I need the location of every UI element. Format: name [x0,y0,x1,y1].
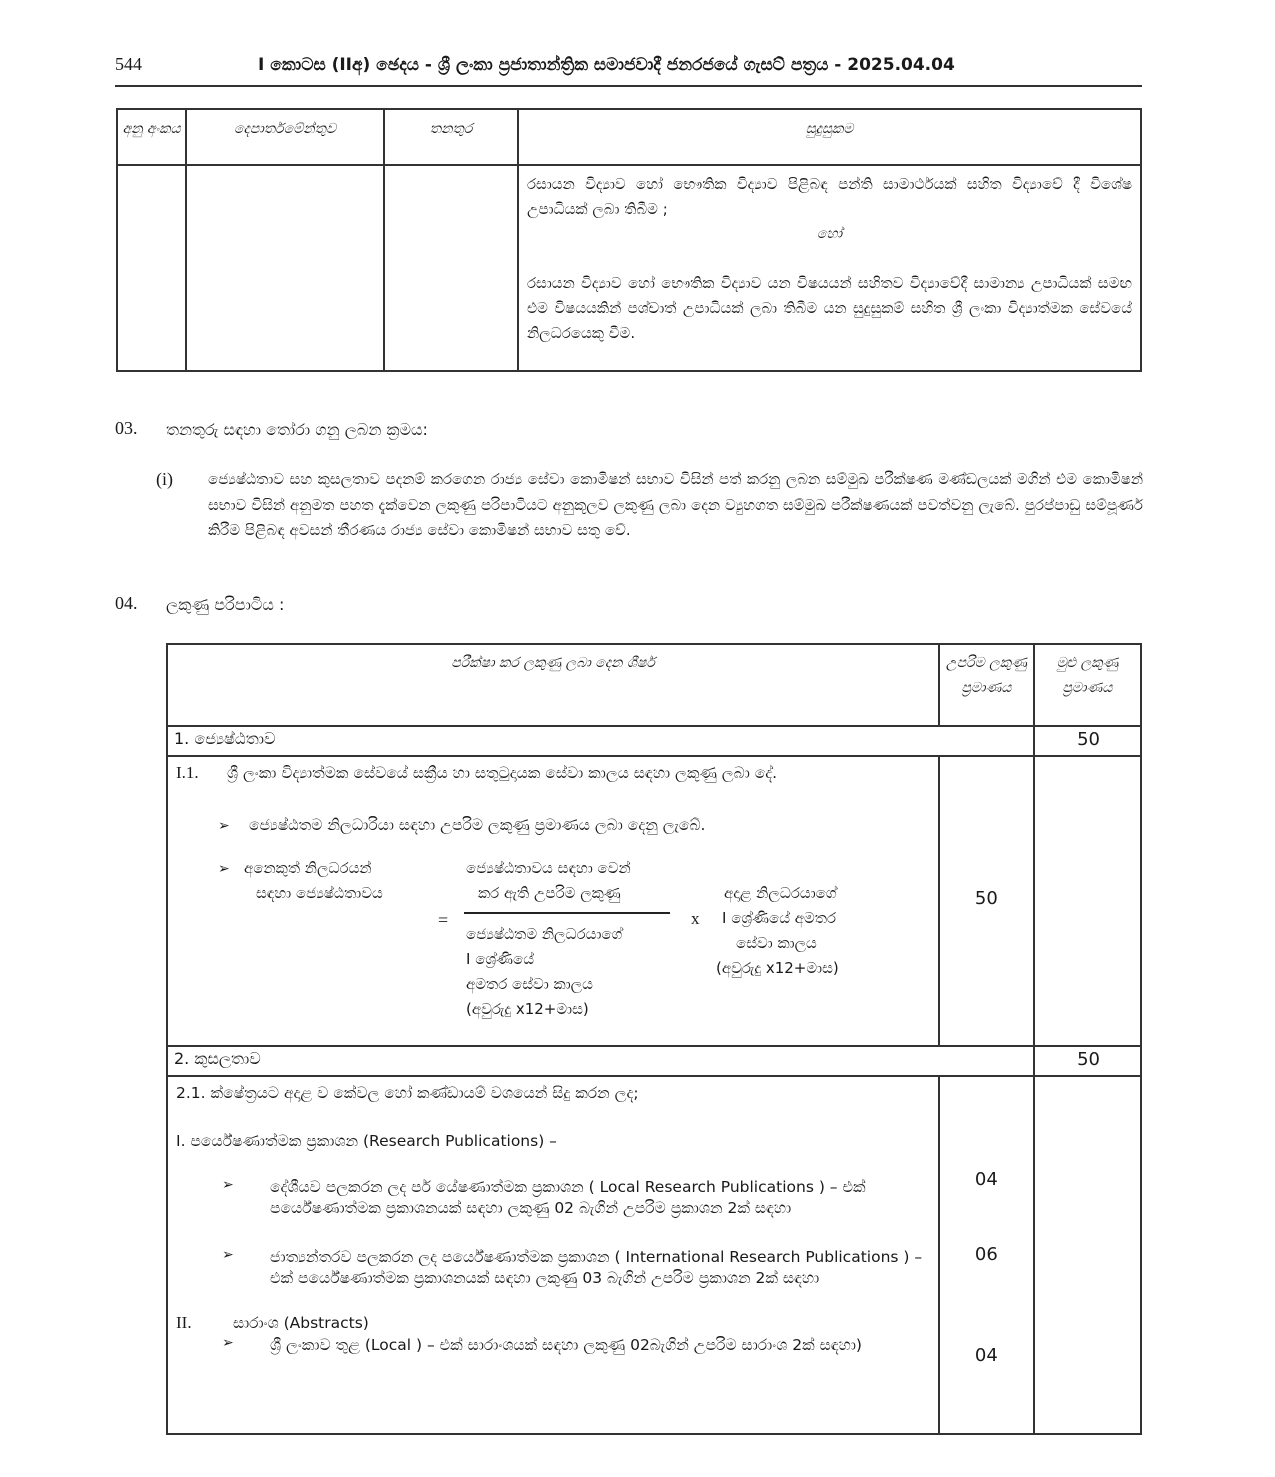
running-title: I කොටස (IIඅ) ඡෙදය - ශ්‍රී ලංකා ප්‍රජාතාන්ත්‍රික සමාජවාදී ජනරජයේ ගැසට් පත්‍රය - 2025.04.04 [258,55,955,75]
formula-equals: = [438,910,449,930]
merit-sub-text: 2.1. ක්ෂේත්‍රයට අදාළ ව කේවල හෝ කණ්ඩායම් වශයෙන් සිදු කරන ලද; [176,1084,639,1102]
international-publications-item [176,1247,930,1289]
international-publications-text: ජාත්‍යන්තරව පලකරන ලද පර්යේෂණාත්මක ප්‍රකාශන ( International Research Publications ) – එක් පර්යේෂණාත්මක ප්‍රකාශනයක් සඳහා ලකුණු 03 බැගින් උපරිම ප්‍රකාශන 2ක් සඳහා [270,1248,923,1287]
header-serial-no: අනු අංකය [117,109,186,165]
category-label: 2. කුසලතාව [167,1046,1034,1076]
formula-rhs-2: I ශ්‍රේණියේ අමතර [722,909,837,927]
header-department: දෙපාර්තමේන්තුව [186,109,384,165]
header-qualification: සුදුසුකම [518,109,1141,165]
international-publications-max: 06 [974,1244,998,1265]
header-total-marks: මුළු ලකුණු ප්‍රමාණය [1034,644,1141,726]
qualification-or: හෝ [816,226,843,242]
bullet-arrow-icon: ➢ [218,861,230,877]
fraction-line [464,912,670,914]
formula-rhs-1: අදාළ නිලධරයාගේ [724,884,837,902]
abstracts-number: II. [176,1313,192,1332]
formula-lhs-2: සඳහා ජ්‍යෙෂ්ඨතාවය [256,884,383,902]
seniority-total-cell [1034,756,1141,1046]
formula-lhs-1: අනෙකුත් නිලධරයන් [244,859,372,877]
formula-rhs-4: (අවුරුදු x12+මාස) [716,959,839,977]
sub-item-text: ශ්‍රී ලංකා විද්‍යාත්මක සේවයේ සක්‍රීය හා සතුටුදායක සේවා කාලය සඳහා ලකුණු ලබා දේ. [226,764,778,782]
formula-numerator-1: ජ්‍යෙෂ්ඨතාවය සඳහා වෙන් [466,859,631,877]
bullet-arrow-icon: ➢ [218,818,230,834]
abstracts-item [176,1335,930,1356]
section-04-title: ලකුණු පරිපාටිය : [166,595,285,614]
merit-criteria-cell [167,1076,939,1434]
publications-heading: I. පර්යේෂණාත්මක ප්‍රකාශන (Research Publications) – [176,1132,557,1150]
category-row-merit [167,1046,1141,1076]
qualification-para-2: රසායන විද්‍යාව හෝ භෞතික විද්‍යාව යන විෂයයන් සහිතව විද්‍යාවේදී සාමාන්‍ය උපාධියක් සමඟ එම විෂයයකින් පශ්චාත් උපාධියක් ලබා තිබීම යන සුදුසුකම් සහිත ශ්‍රී ලංකා විද්‍යාත්මක සේවයේ නිලධරයෙකු වීම. [527,274,1132,342]
local-publications-text: දේශීයව පලකරන ලද පර් යේෂණාත්මක ප්‍රකාශන ( Local Research Publications ) – එක් පර්යේෂණාත්මක ප්‍රකාශනයක් සඳහා ලකුණු 02 බැගින් උපරිම ප්‍රකාශන 2ක් සඳහා [270,1178,866,1217]
category-total: 50 [1034,1046,1141,1076]
bullet-arrow-icon: ➢ [222,1247,234,1263]
seniority-formula [176,856,930,1026]
local-publications-max: 04 [974,1169,998,1190]
header-topic: පරීක්ෂා කර ලකුණු ලබා දෙන ශීර්ෂ [167,644,939,726]
page-number: 544 [115,54,142,74]
merit-max-marks-cell [939,1076,1034,1434]
category-label: 1. ජ්‍යෙෂ්ඨතාව [167,726,1034,756]
header-max-marks: උපරිම ලකුණු ප්‍රමාණය [939,644,1034,726]
cell-post [384,165,518,371]
category-total: 50 [1034,726,1141,756]
qualification-para-1: රසායන විද්‍යාව හෝ භෞතික විද්‍යාව පිළිබඳ පන්ති සාමාර්ථයක් සහිත විද්‍යාවේ දී විශේෂ උපාධියක් ලබා තිබීම ; [527,175,1132,218]
sub-item-number: I.1. [176,763,199,782]
formula-rhs-3: සේවා කාලය [736,934,817,952]
section-03-number: 03. [115,418,138,438]
formula-denominator-2: I ශ්‍රේණියේ [466,950,534,968]
table-row [167,756,1141,1046]
seniority-max-marks: 50 [939,756,1034,1046]
table-header-row [117,109,1141,165]
formula-denominator-1: ජ්‍යෙෂ්ඨතම නිලධරයාගේ [466,925,623,943]
abstracts-text: ශ්‍රී ලංකාව තුළ (Local ) – එක් සාරාංශයක් සඳහා ලකුණු 02බැගින් උපරිම සාරාංශ 2ක් සඳහා) [270,1336,862,1354]
bullet-text: ජ්‍යෙෂ්ඨතම නිලධාරියා සඳහා උපරිම ලකුණු ප්‍රමාණය ලබා දෙනු ලැබේ. [248,816,706,834]
bullet-arrow-icon: ➢ [222,1177,234,1193]
seniority-criteria-cell [167,756,939,1046]
section-03-item-text: ජ්‍යෙෂ්ඨතාව සහ කුසලතාව පදනම් කරගෙන රාජ්‍ය සේවා කොමිෂන් සභාව විසින් පත් කරනු ලබන සම්මුඛ පරීක්ෂණ මණ්ඩලයක් මගින් එම කොමිෂන් සභාව විසින් අනුමත පහත දැක්වෙන ලකුණු පරිපාටියට අනුකූලව ලකුණු ලබා දෙන ව්‍යුහගත සම්මුඛ පරීක්ෂණයක් පවත්වනු ලැබේ. පුරප්පාඩු සම්පූර්ණ කිරීම පිළිබඳ අවසන් තීරණය රාජ්‍ය සේවා කොමිෂන් සභාව සතු වේ. [208,470,1143,539]
cell-serial-no [117,165,186,371]
table-header-row [167,644,1141,726]
abstracts-heading-line [176,1311,930,1335]
formula-numerator-2: කර ඇති උපරිම ලකුණු [478,884,621,902]
section-03-item-label: (i) [156,469,173,489]
header-rule [115,85,1142,87]
abstracts-max: 04 [974,1345,998,1366]
marking-scheme-table [166,643,1142,1435]
category-row-seniority [167,726,1141,756]
cell-department [186,165,384,371]
qualifications-table [116,108,1142,372]
local-publications-item [176,1177,930,1219]
merit-total-cell [1034,1076,1141,1434]
table-row [117,165,1141,371]
section-04-number: 04. [115,593,138,613]
bullet-arrow-icon: ➢ [222,1335,234,1351]
formula-times: x [691,909,700,928]
formula-denominator-3: අමතර සේවා කාලය [466,975,593,993]
table-row [167,1076,1141,1434]
formula-denominator-4: (අවුරුදු x12+මාස) [466,1000,589,1018]
section-03-title: තනතුරු සඳහා තෝරා ගනු ලබන ක්‍රමය: [166,420,428,439]
cell-qualification [518,165,1141,371]
abstracts-heading: සාරාංශ (Abstracts) [232,1314,369,1332]
header-post: තනතුර [384,109,518,165]
